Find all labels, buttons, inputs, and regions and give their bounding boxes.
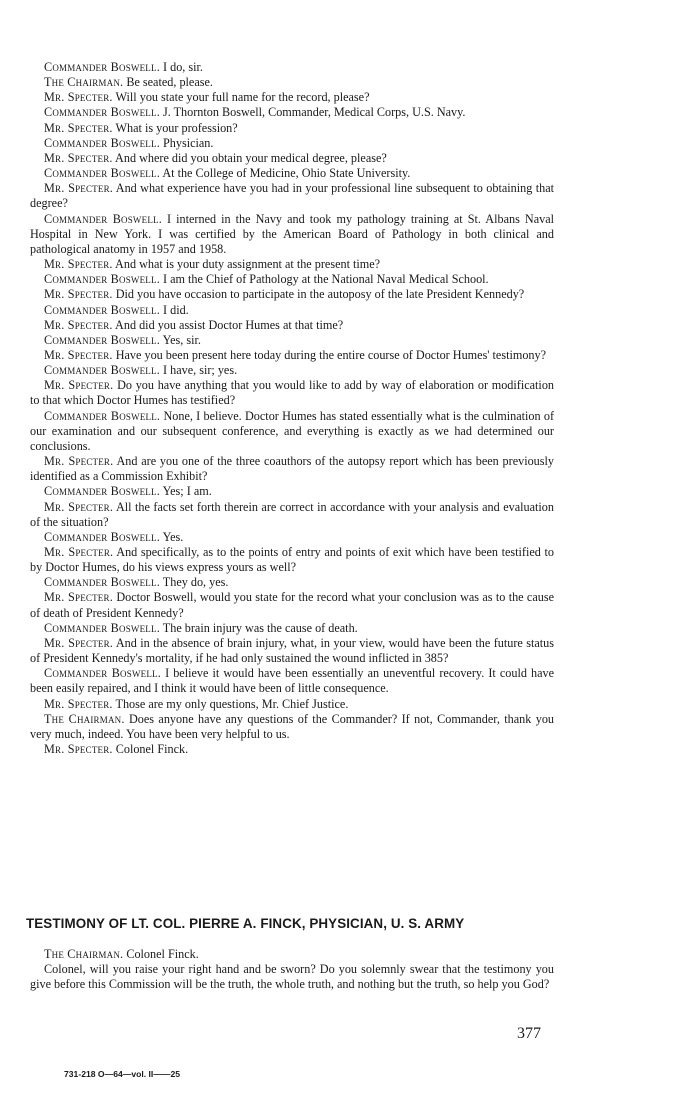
speech-text: Those are my only questions, Mr. Chief Justice. xyxy=(115,696,349,711)
speech-text: Be seated, please. xyxy=(126,75,213,90)
speech-text: And where did you obtain your medical degree, please? xyxy=(115,150,387,165)
testimony-paragraph xyxy=(30,712,554,742)
testimony-finck xyxy=(30,947,554,992)
speech-text: Does anyone have any questions of the Commander? If not, Commander, thank you very much, indeed. You have been very helpful to us. xyxy=(30,711,555,741)
section-heading: TESTIMONY OF LT. COL. PIERRE A. FINCK, PHYSICIAN, U. S. ARMY xyxy=(26,916,465,931)
testimony-paragraph xyxy=(30,363,554,378)
testimony-paragraph xyxy=(30,545,554,575)
speech-text: What is your profession? xyxy=(115,120,238,135)
testimony-paragraph xyxy=(30,151,554,166)
speaker-name: Mr. Specter. xyxy=(44,378,114,393)
testimony-paragraph xyxy=(30,105,554,120)
speaker-name: Commander Boswell. xyxy=(44,135,160,150)
speech-text: Colonel Finck. xyxy=(126,947,199,961)
speech-text: Will you state your full name for the record, please? xyxy=(115,90,370,105)
testimony-paragraph xyxy=(30,257,554,272)
speaker-name: Commander Boswell. xyxy=(44,60,160,74)
speaker-name: The Chairman. xyxy=(44,711,125,726)
speaker-name: Mr. Specter. xyxy=(44,696,113,711)
speech-text: I do, sir. xyxy=(163,60,203,74)
speech-text: None, I believe. Doctor Humes has stated essentially what is the culmination of our examination and our subsequent conference, and everything is exactly as we had determined our conclusions. xyxy=(30,408,555,453)
speaker-name: Mr. Specter. xyxy=(44,347,113,362)
speaker-name: Commander Boswell. xyxy=(44,408,161,423)
testimony-paragraph xyxy=(30,409,554,454)
speaker-name: Mr. Specter. xyxy=(44,181,114,196)
speaker-name: Commander Boswell. xyxy=(44,575,160,590)
speech-text: Colonel Finck. xyxy=(115,742,189,757)
testimony-paragraph xyxy=(30,500,554,530)
testimony-paragraph xyxy=(30,484,554,499)
testimony-paragraph xyxy=(30,348,554,363)
speaker-name: Mr. Specter. xyxy=(44,545,114,559)
speaker-name: Commander Boswell. xyxy=(44,272,160,287)
testimony-paragraph xyxy=(30,212,554,257)
speaker-name: Mr. Specter. xyxy=(44,317,113,332)
testimony-paragraph xyxy=(30,303,554,318)
speech-text: And what experience have you had in your professional line subsequent to obtaining that degree? xyxy=(30,181,554,211)
speaker-name: Mr. Specter. xyxy=(44,742,113,757)
speech-text: Doctor Boswell, would you state for the record what your conclusion was as to the cause of death of President Kennedy? xyxy=(30,590,554,620)
speaker-name: Mr. Specter. xyxy=(44,150,113,165)
speech-text: Yes; I am. xyxy=(162,484,212,499)
testimony-paragraph xyxy=(30,181,554,211)
speech-text: They do, yes. xyxy=(162,575,229,590)
speech-text: And are you one of the three coauthors of the autopsy report which has been previously identified as a Commission Exhibit? xyxy=(30,454,554,484)
page-number: 377 xyxy=(517,1025,541,1042)
testimony-paragraph xyxy=(30,621,554,636)
speech-text: J. Thornton Boswell, Commander, Medical Corps, U.S. Navy. xyxy=(163,105,466,120)
speaker-name: Commander Boswell. xyxy=(44,484,160,499)
speaker-name: Commander Boswell. xyxy=(44,529,160,544)
speech-text: I interned in the Navy and took my pathology training at St. Albans Naval Hospital in New York. I was certified by the American Board of Pathology in both clinical and pathological anatomy in 1957 and 1958. xyxy=(30,211,554,256)
speech-text: And in the absence of brain injury, what, in your view, would have been the future status of President Kennedy's mortality, if he had only sustained the wound inflicted in 385? xyxy=(30,635,554,666)
speaker-name: Mr. Specter. xyxy=(44,635,114,650)
testimony-paragraph xyxy=(30,136,554,151)
speech-text: Have you been present here today during the entire course of Doctor Humes' testimony? xyxy=(115,347,547,362)
speaker-name: Mr. Specter. xyxy=(44,590,113,605)
speech-text: At the College of Medicine, Ohio State University. xyxy=(162,166,411,181)
speech-text: Yes, sir. xyxy=(162,332,201,347)
testimony-paragraph xyxy=(30,454,554,484)
speech-text: And what is your duty assignment at the present time? xyxy=(115,257,381,272)
testimony-paragraph xyxy=(30,272,554,287)
speech-text: Colonel, will you raise your right hand and be sworn? Do you solemnly swear that the testimony you give before this Commission will be the truth, the whole truth, and nothing but the truth, so help you God? xyxy=(30,962,554,992)
speaker-name: The Chairman. xyxy=(44,75,124,90)
testimony-paragraph xyxy=(30,962,554,992)
speaker-name: The Chairman. xyxy=(44,947,124,961)
testimony-paragraph xyxy=(30,947,554,962)
speaker-name: Commander Boswell. xyxy=(44,620,160,635)
testimony-paragraph xyxy=(30,121,554,136)
testimony-paragraph xyxy=(30,666,554,696)
speech-text: I did. xyxy=(163,302,189,317)
speaker-name: Commander Boswell. xyxy=(44,166,160,181)
speaker-name: Mr. Specter. xyxy=(44,257,113,272)
speech-text: Yes. xyxy=(162,529,184,544)
speech-text: I am the Chief of Pathology at the National Naval Medical School. xyxy=(163,272,489,287)
speaker-name: Mr. Specter. xyxy=(44,90,113,105)
speaker-name: Commander Boswell. xyxy=(44,105,160,120)
speaker-name: Commander Boswell. xyxy=(44,332,160,347)
speaker-name: Commander Boswell. xyxy=(44,363,160,378)
testimony-paragraph xyxy=(30,75,554,90)
testimony-paragraph xyxy=(30,378,554,408)
testimony-paragraph xyxy=(30,636,554,666)
speech-text: I believe it would have been essentially an uneventful recovery. It could have been easily repaired, and I think it would have been of little consequence. xyxy=(30,666,555,696)
speaker-name: Commander Boswell. xyxy=(44,302,160,317)
testimony-paragraph xyxy=(30,333,554,348)
speech-text: I have, sir; yes. xyxy=(163,363,238,378)
testimony-paragraph xyxy=(30,318,554,333)
testimony-paragraph xyxy=(30,60,554,75)
testimony-paragraph xyxy=(30,530,554,545)
speech-text: Do you have anything that you would like to add by way of elaboration or modification to that which Doctor Humes has testified? xyxy=(30,378,555,408)
testimony-paragraph xyxy=(30,697,554,712)
testimony-paragraph xyxy=(30,575,554,590)
speaker-name: Mr. Specter. xyxy=(44,120,113,135)
speech-text: And specifically, as to the points of entry and points of exit which have been testified to by Doctor Humes, do his views express yours as well? xyxy=(30,545,554,575)
testimony-boswell xyxy=(30,60,554,757)
speech-text: And did you assist Doctor Humes at that time? xyxy=(115,317,344,332)
speaker-name: Commander Boswell. xyxy=(44,211,162,226)
speech-text: All the facts set forth therein are correct in accordance with your analysis and evaluation of the situation? xyxy=(30,499,554,529)
speaker-name: Mr. Specter. xyxy=(44,287,113,302)
testimony-paragraph xyxy=(30,742,554,757)
speaker-name: Mr. Specter. xyxy=(44,499,114,514)
testimony-paragraph xyxy=(30,287,554,302)
testimony-paragraph xyxy=(30,166,554,181)
speech-text: The brain injury was the cause of death. xyxy=(162,620,358,635)
print-code: 731-218 O—64—vol. II——25 xyxy=(64,1069,181,1079)
speaker-name: Commander Boswell. xyxy=(44,666,161,681)
speech-text: Physician. xyxy=(163,135,214,150)
testimony-paragraph xyxy=(30,590,554,620)
testimony-paragraph xyxy=(30,90,554,105)
speech-text: Did you have occasion to participate in the autoposy of the late President Kennedy? xyxy=(115,287,525,302)
speaker-name: Mr. Specter. xyxy=(44,454,114,469)
